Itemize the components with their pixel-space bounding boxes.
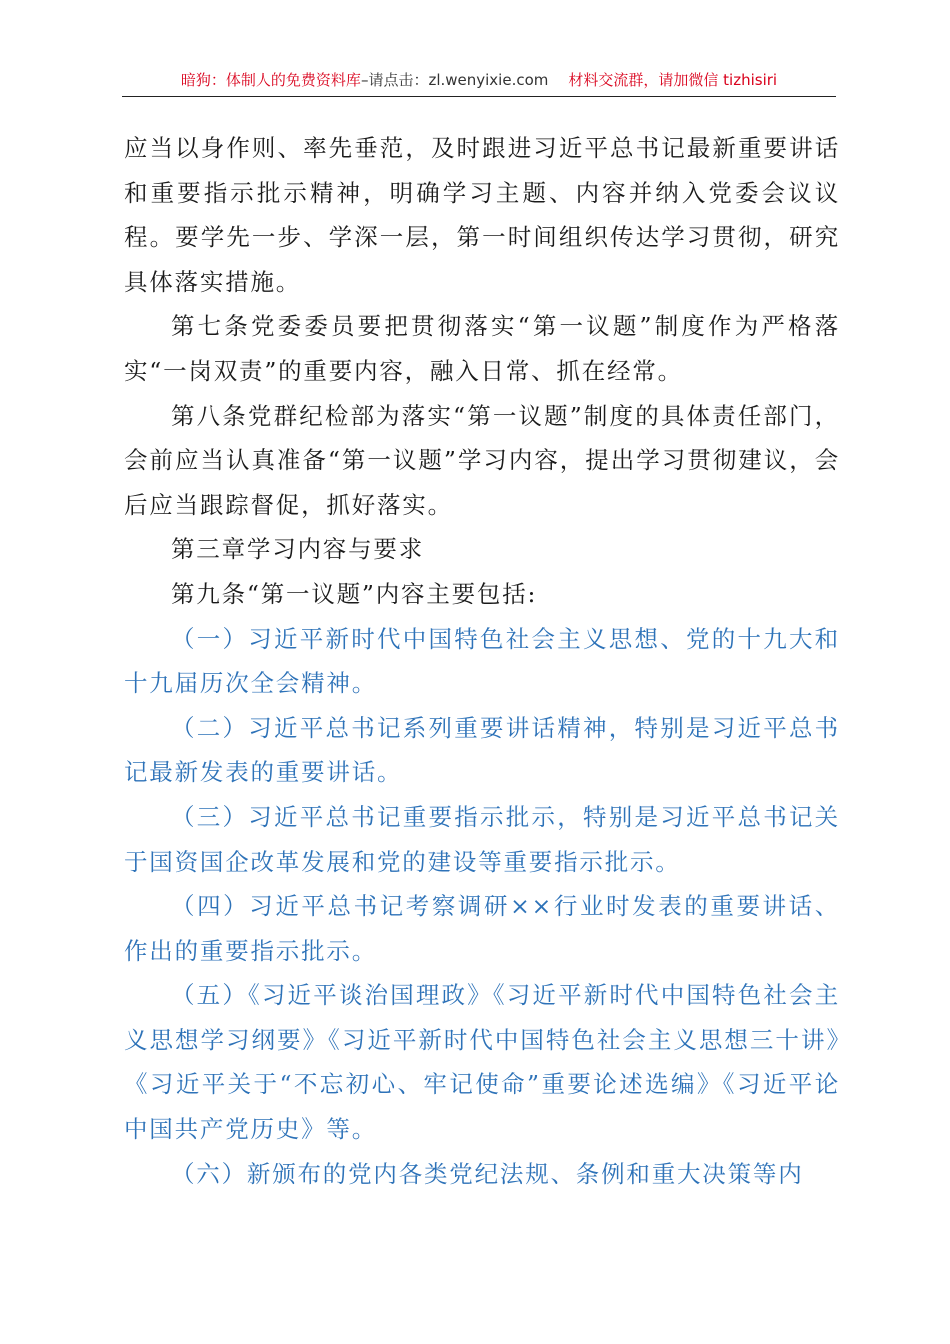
header-url-link[interactable]: zl.wenyixie.com: [428, 71, 549, 89]
list-item-4: （四）习近平总书记考察调研××行业时发表的重要讲话、作出的重要指示批示。: [124, 892, 840, 965]
header-wechat-group: 材料交流群，请加微信 tizhisiri: [568, 71, 778, 89]
list-item-1: （一）习近平新时代中国特色社会主义思想、党的十九大和十九届历次全会精神。: [124, 624, 840, 698]
paragraph-article-7: 第七条党委委员要把贯彻落实“第一议题”制度作为严格落实“一岗双责”的重要内容，融入日常、抓在经常。: [124, 312, 840, 385]
list-item-5: （五）《习近平谈治国理政》《习近平新时代中国特色社会主义思想学习纲要》《习近平新时代中国特色社会主义思想三十讲》《习近平关于“不忘初心、牢记使命”重要论述选编》《习近平论中国共产党历史》等。: [124, 981, 840, 1144]
list-item-6: （六）新颁布的党内各类党纪法规、条例和重大决策等内: [171, 1159, 804, 1188]
header-divider: [122, 96, 836, 97]
list-item-2: （二）习近平总书记系列重要讲话精神，特别是习近平总书记最新发表的重要讲话。: [124, 713, 840, 787]
document-body: [124, 126, 840, 1196]
list-item-3: （三）习近平总书记重要指示批示，特别是习近平总书记关于国资国企改革发展和党的建设等重要指示批示。: [124, 802, 840, 876]
paragraph-article-8: 第八条党群纪检部为落实“第一议题”制度的具体责任部门，会前应当认真准备“第一议题”学习内容，提出学习贯彻建议，会后应当跟踪督促，抓好落实。: [124, 401, 840, 519]
paragraph-article-9: 第九条“第一议题”内容主要包括:: [171, 579, 538, 608]
paragraph-continuation: 应当以身作则、率先垂范，及时跟进习近平总书记最新重要讲话和重要指示批示精神，明确学习主题、内容并纳入党委会议议程。要学先一步、学深一层，第一时间组织传达学习贯彻，研究具体落实措施。: [124, 134, 840, 296]
header-click-prompt: –请点击：: [360, 71, 429, 89]
header-site-name: 暗狗：体制人的免费资料库: [180, 71, 361, 89]
chapter-heading: 第三章学习内容与要求: [171, 535, 424, 564]
page-header: [122, 68, 836, 92]
